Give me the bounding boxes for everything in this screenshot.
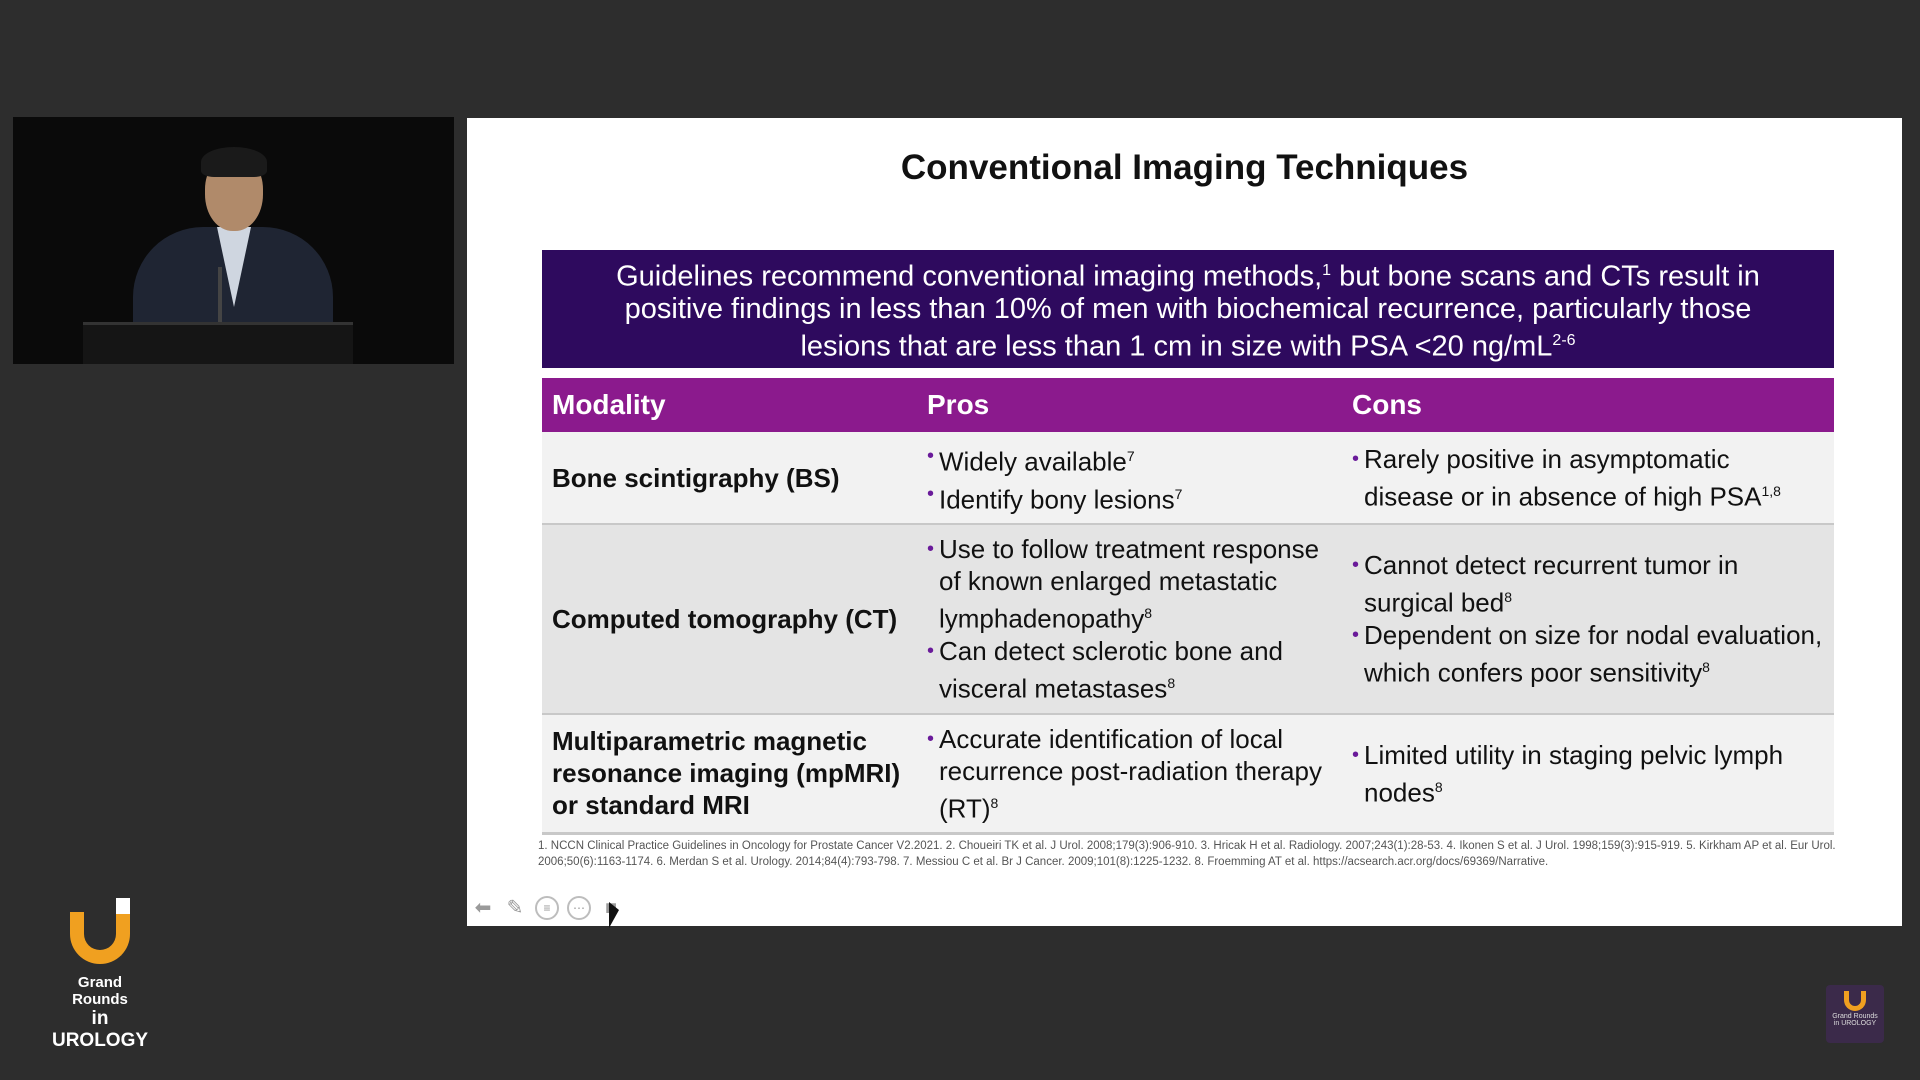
table-row xyxy=(542,432,1834,524)
banner-text: Guidelines recommend conventional imaging methods,$^1$ but bone scans and CTs result in positive findings in less than 10% of men with biochemical recurrence, particularly those lesions that are less than 1 cm in size with PSA <20 $ng/mL^{2-6}$ xyxy=(616,261,1760,363)
logo-line2: in UROLOGY xyxy=(51,1008,149,1051)
table-header-row xyxy=(542,378,1834,432)
table-row xyxy=(542,714,1834,834)
watermark-line1: Grand Rounds xyxy=(1832,1013,1878,1020)
pros-cell xyxy=(917,714,1342,834)
list-item: • Identify bony lesions$^7$ xyxy=(927,478,1332,516)
references: 1. NCCN Clinical Practice Guidelines in Oncology for Prostate Cancer V2.2021. 2. Choueiri TK et al. J Urol. 2008;179(3):906-910. 3. Hricak H et al. Radiology. 2007;243(1):28-53. 4. Ikonen S et al. J Urol. 1998;159(3):915-919. 5. Kirkham AP et al. Eur Urol. 2006;50(6):1163-1174. 6. Merdan S et al. Urology. 2014;84(4):793-798. 7. Messiou C et al. Br J Cancer. 2009;101(8):1225-1232. 8. Froemming AT et al. https://acsearch.acr.org/docs/69369/Narrative. xyxy=(538,840,1836,868)
cons-cell xyxy=(1342,524,1834,713)
microphone xyxy=(218,267,222,327)
bullet-icon: • xyxy=(1352,447,1360,470)
speaker-hair xyxy=(201,147,267,177)
watermark-line2: in UROLOGY xyxy=(1833,1020,1877,1027)
bullet-icon: • xyxy=(1352,554,1360,577)
header-pros: Pros xyxy=(917,378,1342,432)
podium xyxy=(83,322,353,364)
watermark-logo xyxy=(1826,985,1884,1043)
list-item: • Dependent on size for nodal evaluation, which confers poor sensitivity$^8$ xyxy=(1352,619,1823,688)
table-row xyxy=(542,524,1834,713)
subtitles-icon[interactable]: ≡ xyxy=(535,896,559,920)
logo-line1: Grand Rounds xyxy=(72,974,128,1008)
list-item: • Cannot detect recurrent tumor in surgical bed$^8$ xyxy=(1352,550,1739,618)
u-logo-icon xyxy=(70,912,130,964)
cons-cell xyxy=(1342,432,1834,524)
modality-cell: Multiparametric magnetic resonance imaging (mpMRI) or standard MRI xyxy=(542,714,917,834)
imaging-table xyxy=(542,378,1834,835)
slide-title: Conventional Imaging Techniques xyxy=(900,148,1469,187)
list-item: • Accurate identification of local recurrence post-radiation therapy (RT)$^8$ xyxy=(927,723,1322,824)
bullet-icon: • xyxy=(1352,623,1360,646)
list-item: • Use to follow treatment response of known enlarged metastatic lymphadenopathy$^8$ xyxy=(927,534,1320,634)
mouse-cursor-icon xyxy=(609,902,619,928)
list-item: • Rarely positive in asymptomatic disease or in absence of high PSA$^{1,8}$ xyxy=(1352,443,1781,512)
pen-icon[interactable]: ✎ xyxy=(506,897,524,919)
bullet-icon: • xyxy=(927,727,935,750)
pros-cell xyxy=(917,524,1342,713)
bullet-icon: • xyxy=(927,639,935,662)
bullet-icon: • xyxy=(1352,743,1360,766)
speaker-video xyxy=(13,117,454,364)
list-item: • Limited utility in staging pelvic lymph nodes$^8$ xyxy=(1352,739,1784,808)
bullet-icon: • xyxy=(927,445,935,467)
grand-rounds-logo xyxy=(50,912,150,1052)
presentation-slide xyxy=(467,118,1902,926)
list-item: • Can detect sclerotic bone and visceral metastases$^8$ xyxy=(927,635,1283,704)
arrow-left-icon[interactable]: ⬅ xyxy=(474,897,492,919)
pros-cell xyxy=(917,432,1342,524)
bullet-icon: • xyxy=(927,482,935,505)
key-message-banner xyxy=(542,250,1834,368)
cons-cell xyxy=(1342,714,1834,834)
list-item: • Widely available$^7$ xyxy=(927,440,1332,478)
more-icon[interactable]: ⋯ xyxy=(567,896,591,920)
screen-icon[interactable]: ■ xyxy=(604,897,618,919)
slide-controls xyxy=(471,896,623,920)
header-cons: Cons xyxy=(1342,378,1834,432)
modality-cell: Bone scintigraphy (BS) xyxy=(542,432,917,524)
header-modality: Modality xyxy=(542,378,917,432)
bullet-icon: • xyxy=(927,538,935,561)
modality-cell: Computed tomography (CT) xyxy=(542,524,917,713)
u-logo-small-icon xyxy=(1844,991,1866,1011)
